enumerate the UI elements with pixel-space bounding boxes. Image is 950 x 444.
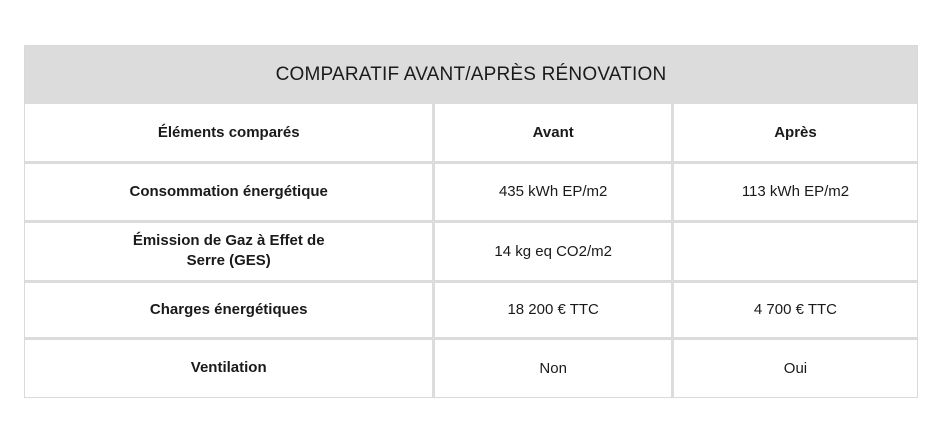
cell-after: 113 kWh EP/m2 — [672, 162, 917, 221]
cell-before: 14 kg eq CO2/m2 — [434, 221, 673, 281]
header-before: Avant — [434, 104, 673, 162]
table-row — [25, 162, 917, 221]
row-label — [25, 281, 434, 338]
cell-after: Oui — [672, 338, 917, 397]
cell-before: Non — [434, 338, 673, 397]
row-label — [25, 221, 434, 281]
table-row — [25, 338, 917, 397]
header-row — [25, 104, 917, 162]
cell-before: 18 200 € TTC — [434, 281, 673, 338]
comparison-grid — [25, 104, 917, 397]
table-title: COMPARATIF AVANT/APRÈS RÉNOVATION — [25, 46, 917, 104]
header-elements: Éléments comparés — [25, 104, 434, 162]
table-row — [25, 281, 917, 338]
table-row — [25, 221, 917, 281]
cell-after: 4 700 € TTC — [672, 281, 917, 338]
cell-before: 435 kWh EP/m2 — [434, 162, 673, 221]
row-label-text: Charges énergétiques — [149, 300, 308, 318]
row-label — [25, 162, 434, 221]
row-label-text: Émission de Gaz à Effet de Serre (GES) — [132, 232, 325, 269]
row-label-text: Ventilation — [190, 359, 267, 377]
row-label-text: Consommation énergétique — [129, 182, 328, 200]
cell-after — [672, 221, 917, 281]
header-after: Après — [672, 104, 917, 162]
row-label — [25, 338, 434, 397]
comparison-table — [24, 45, 918, 398]
